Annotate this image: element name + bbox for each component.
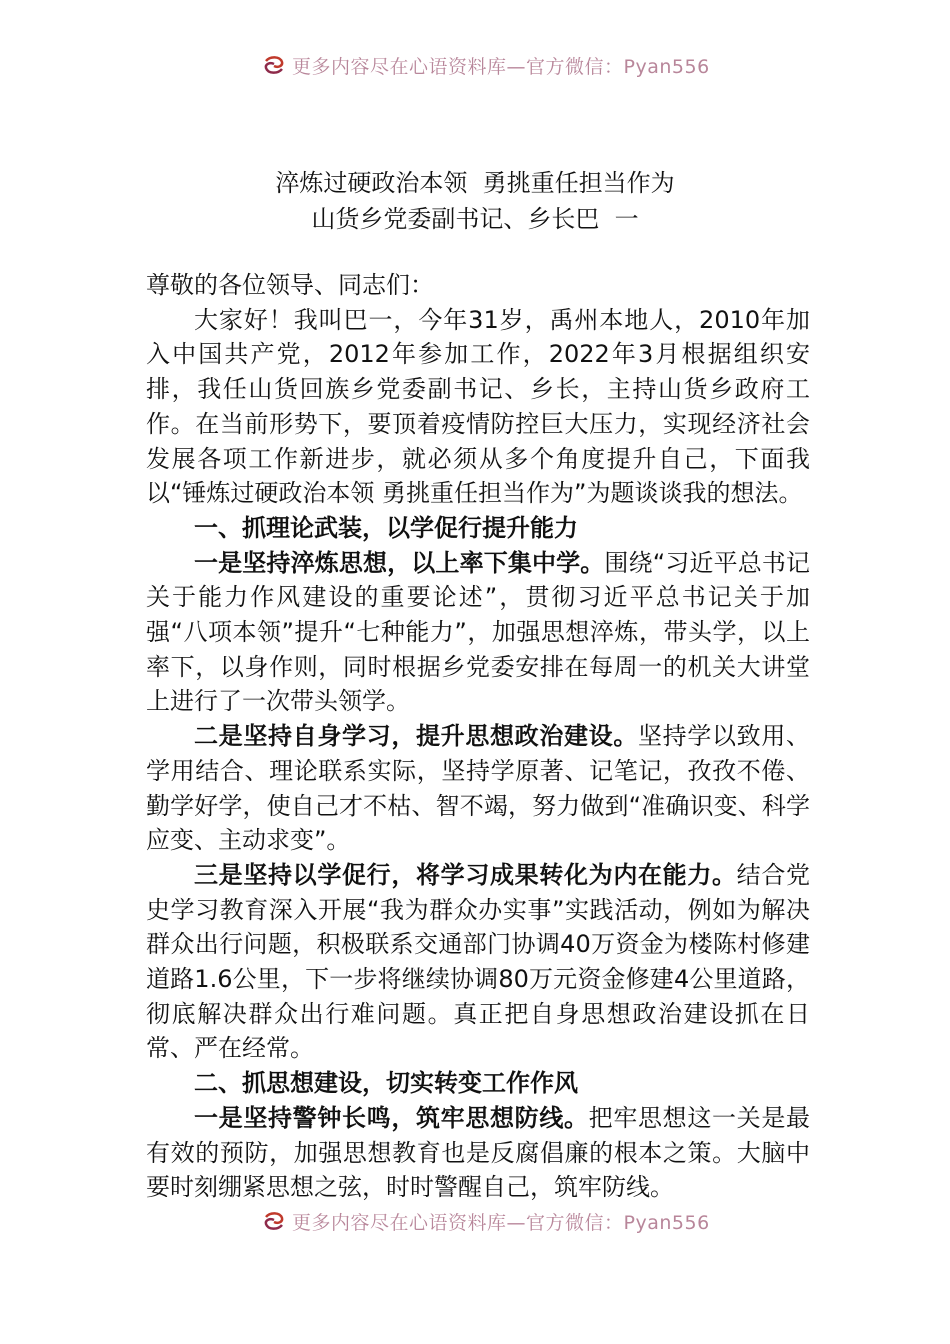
watermark-text: 更多内容尽在心语资料库—官方微信：Pyan556 xyxy=(292,56,710,78)
swirl-logo-icon xyxy=(262,56,286,77)
paragraph-lead: 二是坚持自身学习，提升思想政治建设。 xyxy=(194,722,638,751)
document-body xyxy=(146,268,810,1205)
document-header xyxy=(0,165,950,237)
section-heading-1: 一、抓理论武装，以学促行提升能力 xyxy=(194,513,578,542)
paragraph xyxy=(146,1101,810,1205)
paragraph-lead: 三是坚持以学促行，将学习成果转化为内在能力。 xyxy=(194,860,737,889)
salutation: 尊敬的各位领导、同志们： xyxy=(146,271,434,299)
intro-paragraph: 大家好！我叫巴一，今年31岁，禹州本地人，2010年加入中国共产党，2012年参加工作，2022年3月根据组织安排，我任山货回族乡党委副书记、乡长，主持山货乡政府工作。在当前形势下，要顶着疫情防控巨大压力，实现经济社会发展各项工作新进步，就必须从多个角度提升自己，下面我以“锤炼过硬政治本领 勇挑重任担当作为”为题谈谈我的想法。 xyxy=(146,305,810,508)
watermark-top xyxy=(0,56,950,86)
document-author: 山货乡党委副书记、乡长巴 一 xyxy=(311,205,639,233)
watermark-text: 更多内容尽在心语资料库—官方微信：Pyan556 xyxy=(292,1211,710,1234)
paragraph-lead: 一是坚持警钟长鸣，筑牢思想防线。 xyxy=(194,1103,589,1132)
paragraph xyxy=(146,546,810,720)
paragraph-text: 把牢思想这一关是最有效的预防，加强思想教育也是反腐倡廉的根本之策。大脑中要时刻绷紧思想之弦，时时警醒自己，筑牢防线。 xyxy=(146,1103,811,1202)
swirl-logo-icon xyxy=(262,1210,286,1233)
paragraph-text: 围绕“习近平总书记关于能力作风建设的重要论述”，贯彻习近平总书记关于加强“八项本领”提升“七种能力”，加强思想淬炼，带头学，以上率下，以身作则，同时根据乡党委安排在每周一的机关大讲堂上进行了一次带头领学。 xyxy=(146,548,810,716)
paragraph-text: 坚持学以致用、学用结合、理论联系实际，坚持学原著、记笔记，孜孜不倦、勤学好学，使自己才不枯、智不竭，努力做到“准确识变、科学应变、主动求变”。 xyxy=(146,722,810,855)
paragraph-lead: 一是坚持淬炼思想，以上率下集中学。 xyxy=(194,548,605,577)
paragraph xyxy=(146,719,810,858)
section-heading-2: 二、抓思想建设，切实转变工作作风 xyxy=(194,1069,578,1098)
document-title: 淬炼过硬政治本领 勇挑重任担当作为 xyxy=(275,169,675,197)
watermark-bottom xyxy=(0,1210,950,1240)
paragraph xyxy=(146,858,810,1066)
paragraph-text: 结合党史学习教育深入开展“我为群众办实事”实践活动，例如为解决群众出行问题，积极联系交通部门协调40万资金为楼陈村修建道路1.6公里，下一步将继续协调80万元资金修建4公里道路，彻底解决群众出行难问题。真正把自身思想政治建设抓在日常、严在经常。 xyxy=(146,860,811,1063)
